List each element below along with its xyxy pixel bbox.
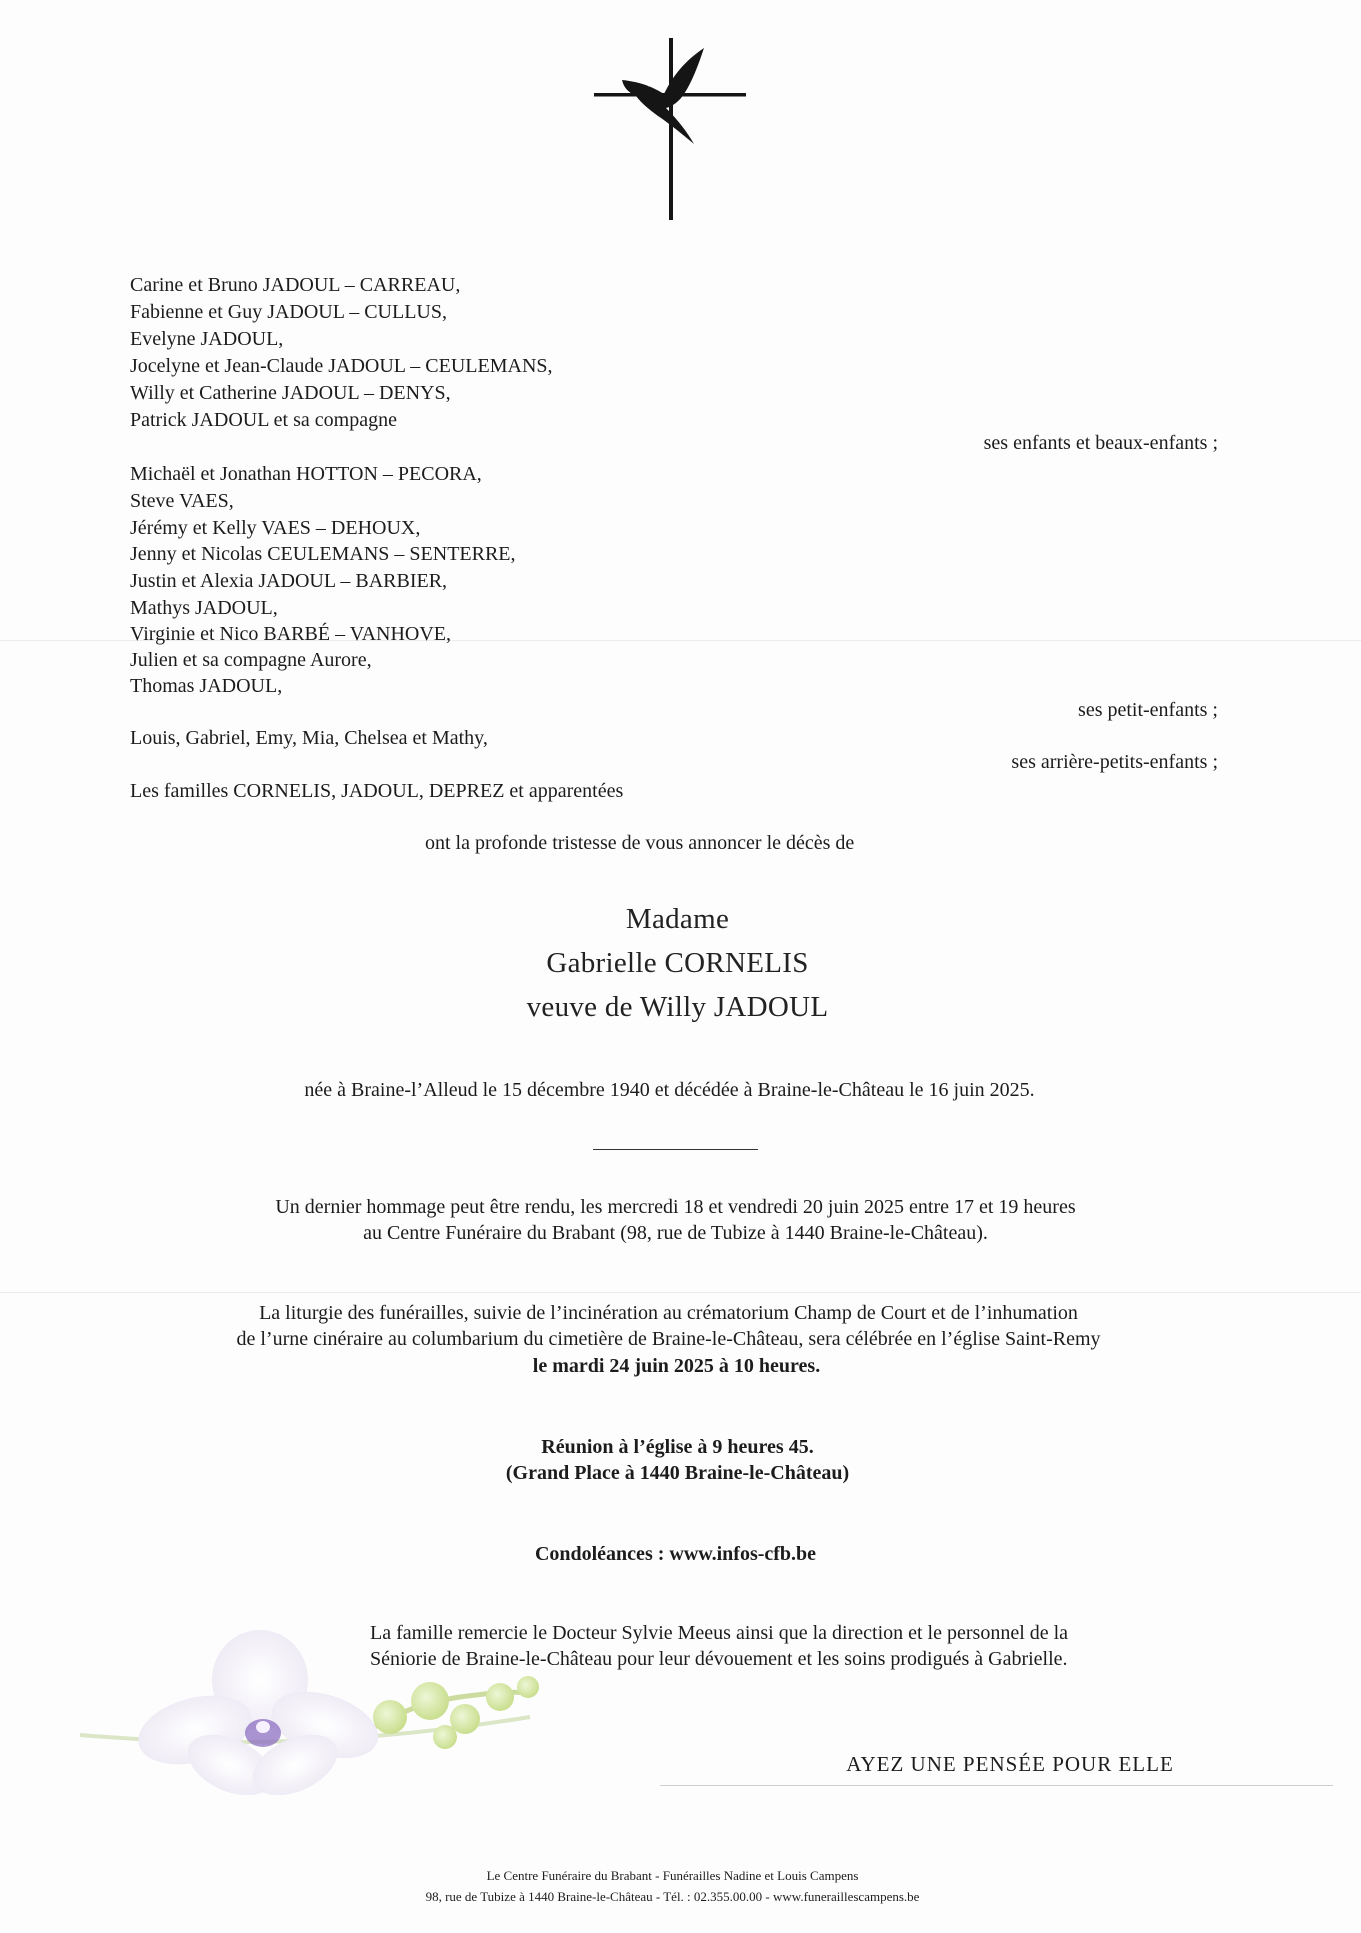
divider [660, 1785, 1333, 1786]
divider [593, 1149, 758, 1150]
thanks-line: Séniorie de Braine-le-Château pour leur dévouement et les soins prodigués à Gabrielle. [370, 1648, 1068, 1670]
family-line: Mathys JADOUL, [130, 597, 278, 619]
deceased-widow: veuve de Willy JADOUL [526, 991, 829, 1023]
meeting-line: Réunion à l’église à 9 heures 45. [541, 1436, 814, 1458]
homage-line: Un dernier hommage peut être rendu, les mercredi 18 et vendredi 20 juin 2025 entre 17 et 19 heures [275, 1196, 1076, 1218]
family-line: Evelyne JADOUL, [130, 328, 284, 350]
family-line: Steve VAES, [130, 490, 234, 512]
family-line: Virginie et Nico BARBÉ – VANHOVE, [130, 623, 452, 645]
announcement: ont la profonde tristesse de vous annoncer le décès de [425, 832, 855, 854]
family-line: Justin et Alexia JADOUL – BARBIER, [130, 570, 448, 592]
deceased-title: Madame [625, 903, 730, 935]
family-line: Thomas JADOUL, [130, 675, 283, 697]
family-line: Julien et sa compagne Aurore, [130, 649, 372, 671]
family-line: Jocelyne et Jean-Claude JADOUL – CEULEMANS, [130, 355, 553, 377]
liturgy-line: La liturgie des funérailles, suivie de l’incinération au crématorium Champ de Court et de l’inhumation [259, 1302, 1078, 1324]
liturgy-line: de l’urne cinéraire au columbarium du cimetière de Braine-le-Château, sera célébrée en l’église Saint-Remy [236, 1328, 1101, 1350]
family-line: Patrick JADOUL et sa compagne [130, 409, 397, 431]
family-line: Fabienne et Guy JADOUL – CULLUS, [130, 301, 448, 323]
family-line: Willy et Catherine JADOUL – DENYS, [130, 382, 451, 404]
condolences: Condoléances : www.infos-cfb.be [534, 1543, 817, 1565]
family-line: Carine et Bruno JADOUL – CARREAU, [130, 274, 461, 296]
thanks-line: La famille remercie le Docteur Sylvie Meeus ainsi que la direction et le personnel de la [370, 1622, 1069, 1644]
meeting-line: (Grand Place à 1440 Braine-le-Château) [505, 1462, 850, 1484]
family-line: Jérémy et Kelly VAES – DEHOUX, [130, 517, 421, 539]
orchid-flower-icon [60, 1625, 640, 1795]
liturgy-date: le mardi 24 juin 2025 à 10 heures. [532, 1355, 821, 1377]
family-line: Les familles CORNELIS, JADOUL, DEPREZ et apparentées [130, 780, 624, 802]
paper-fold-line [0, 1292, 1361, 1293]
homage-line: au Centre Funéraire du Brabant (98, rue de Tubize à 1440 Braine-le-Château). [363, 1222, 988, 1244]
deceased-name: Gabrielle CORNELIS [546, 947, 809, 979]
family-line: Jenny et Nicolas CEULEMANS – SENTERRE, [130, 543, 516, 565]
closing-phrase: AYEZ UNE PENSÉE POUR ELLE [846, 1752, 1174, 1776]
footer-line: Le Centre Funéraire du Brabant - Funérailles Nadine et Louis Campens [486, 1868, 859, 1883]
family-line: Louis, Gabriel, Emy, Mia, Chelsea et Mathy, [130, 727, 488, 749]
family-role: ses petit-enfants ; [1078, 699, 1218, 721]
family-role: ses enfants et beaux-enfants ; [983, 432, 1218, 454]
birth-death-dates: née à Braine-l’Alleud le 15 décembre 1940 et décédée à Braine-le-Château le 16 juin 2025. [304, 1079, 1035, 1101]
cross-dove-icon [594, 38, 746, 220]
family-line: Michaël et Jonathan HOTTON – PECORA, [130, 463, 482, 485]
family-role: ses arrière-petits-enfants ; [1011, 751, 1218, 773]
footer-line: 98, rue de Tubize à 1440 Braine-le-Château - Tél. : 02.355.00.00 - www.funeraillescampens.be [425, 1889, 920, 1904]
